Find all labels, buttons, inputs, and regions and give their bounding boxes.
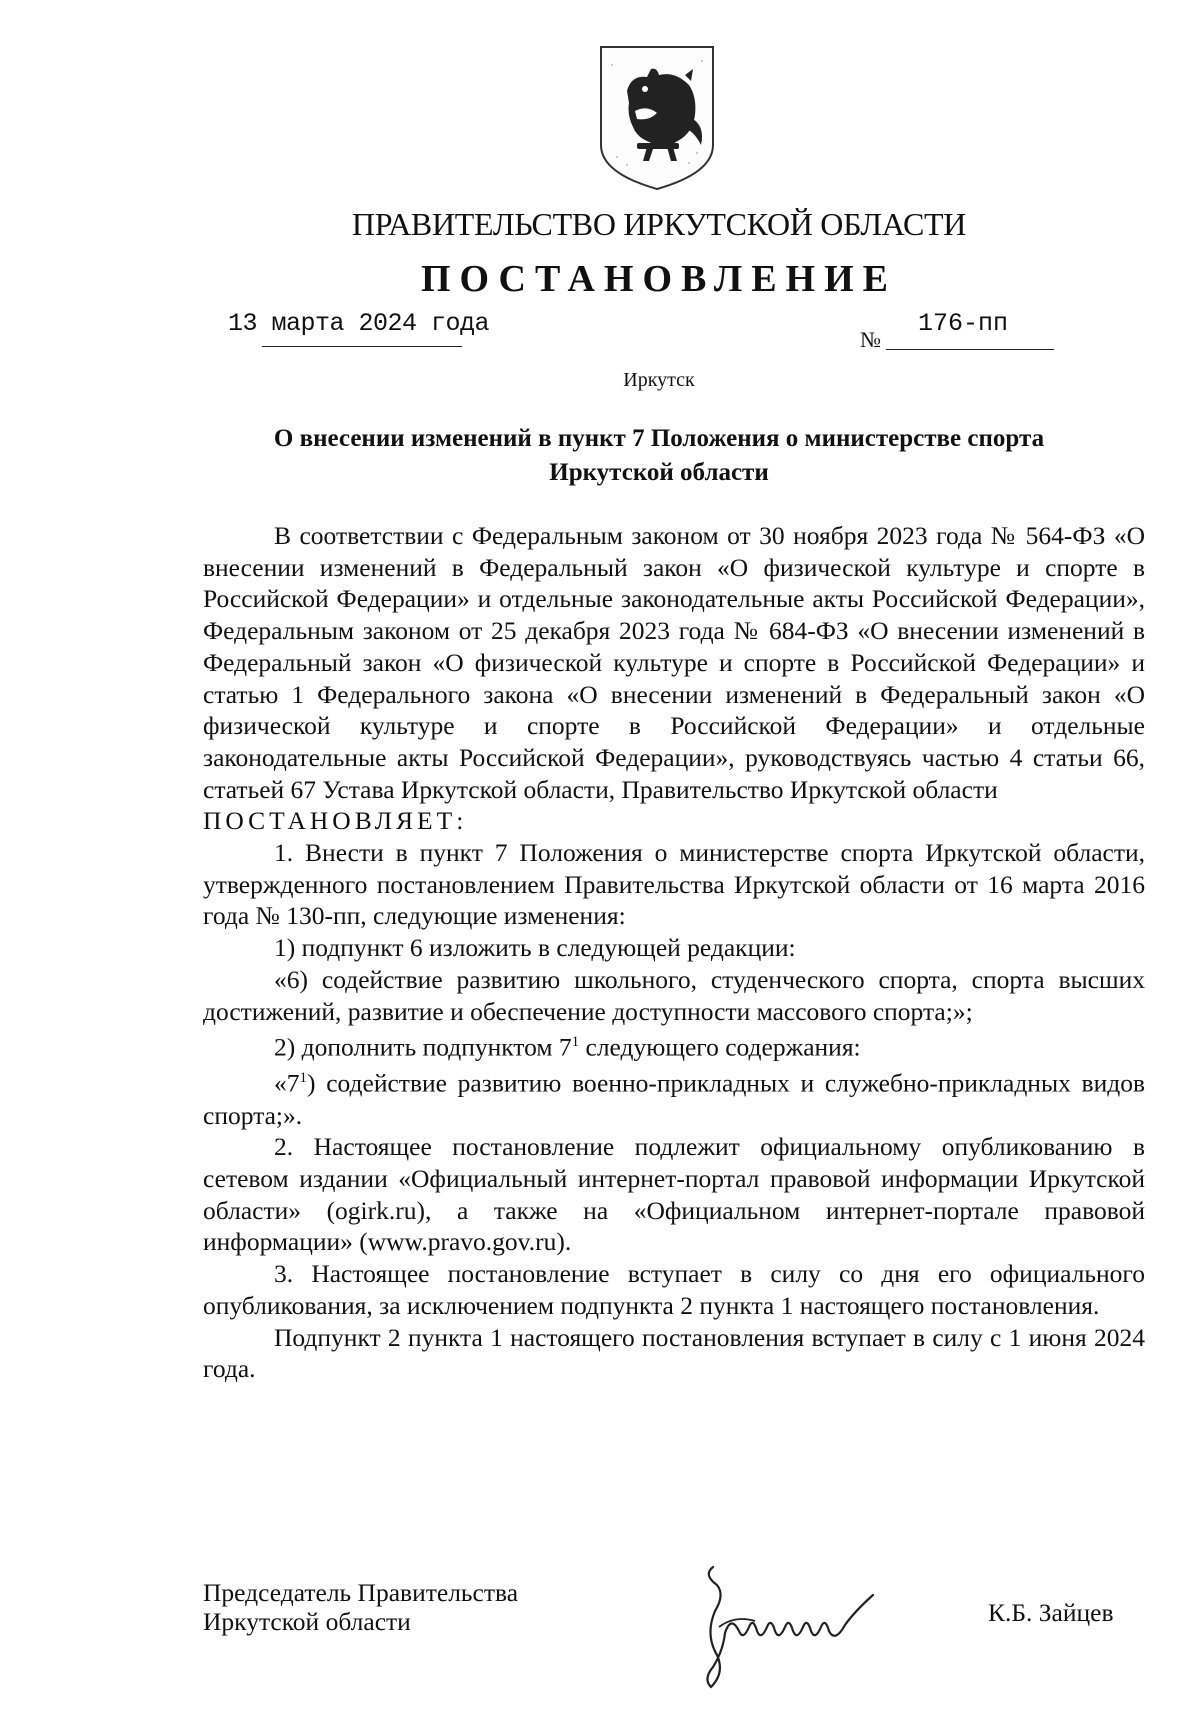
number-sign: № — [860, 327, 881, 352]
document-title-line: Иркутской области — [549, 459, 769, 486]
document-date: 13 марта 2024 года — [228, 309, 490, 338]
decrees-keyword: ПОСТАНОВЛЯЕТ: — [203, 806, 468, 836]
document-body — [203, 520, 1145, 1385]
text-run: ) содействие развитию военно-прикладных и служебно-прикладных видов спорта;». — [203, 1068, 1145, 1130]
handwritten-signature — [695, 1555, 915, 1695]
signatory-name: К.Б. Зайцев — [988, 1598, 1114, 1627]
paragraph-item-1-2-text — [203, 1063, 1145, 1131]
date-underline — [262, 346, 462, 347]
superscript: 1 — [299, 1070, 307, 1087]
signatory-position-line: Иркутской области — [203, 1607, 411, 1636]
paragraph-item-1: 1. Внести в пункт 7 Положения о министерстве спорта Иркутской области, утвержденного постановлением Правительства Иркутской области от 16 марта 2016 года № 130-пп, следующие изменения: — [203, 838, 1145, 931]
signatory-position-line: Председатель Правительства — [203, 1578, 519, 1607]
city: Иркутск — [623, 369, 695, 391]
preamble: В соответствии с Федеральным законом от 30 ноября 2023 года № 564-ФЗ «О внесении изменений в Федеральный закон «О физической культуре и спорте в Российской Федерации» и отдельные законодательные акты Российской Федерации», Федеральным законом от 25 декабря 2023 года № 684-ФЗ «О внесении изменений в Федеральный закон «О физической культуре и спорте в Российской Федерации» и статью 1 Федерального закона «О внесении изменений в Федеральный закон «О физической культуре и спорте в Российской Федерации» и отдельные законодательные акты Российской Федерации», руководствуясь частью 4 статьи 66, статьей 67 Устава Иркутской области, Правительство Иркутской области — [203, 521, 1145, 804]
paragraph-item-3-note: Подпункт 2 пункта 1 настоящего постановления вступает в силу с 1 июня 2024 года. — [203, 1322, 1145, 1384]
document-number: 176-пп — [918, 309, 1009, 338]
text-run: следующего содержания: — [579, 1032, 861, 1062]
coat-of-arms-icon — [597, 45, 717, 191]
superscript: 1 — [571, 1034, 580, 1051]
number-underline — [886, 349, 1054, 350]
document-title — [200, 422, 1118, 490]
paragraph-item-3: 3. Настоящее постановление вступает в силу со дня его официального опубликования, за исключением подпункта 2 пункта 1 настоящего постановления. — [203, 1259, 1145, 1320]
government-name: ПРАВИТЕЛЬСТВО ИРКУТСКОЙ ОБЛАСТИ — [351, 206, 967, 242]
paragraph-item-2: 2. Настоящее постановление подлежит официальному опубликованию в сетевом издании «Официальный интернет-портал правовой информации Иркутской области» (ogirk.ru), а также на «Официальном интернет-портале правовой информации» (www.pravo.gov.ru). — [203, 1132, 1145, 1257]
text-run: «7 — [274, 1068, 300, 1098]
document-type: ПОСТАНОВЛЕНИЕ — [420, 258, 898, 300]
signatory-position — [203, 1578, 518, 1636]
paragraph-item-1-1: 1) подпункт 6 изложить в следующей редакции: — [274, 933, 796, 963]
paragraph-item-1-1-text: «6) содействие развитию школьного, студенческого спорта, спорта высших достижений, развитие и обеспечение доступности массового спорта;»; — [203, 964, 1145, 1026]
paragraph-item-1-2 — [203, 1027, 1145, 1063]
text-run: 2) дополнить подпунктом 7 — [274, 1032, 572, 1062]
document-title-line: О внесении изменений в пункт 7 Положения о министерстве спорта — [273, 425, 1045, 452]
